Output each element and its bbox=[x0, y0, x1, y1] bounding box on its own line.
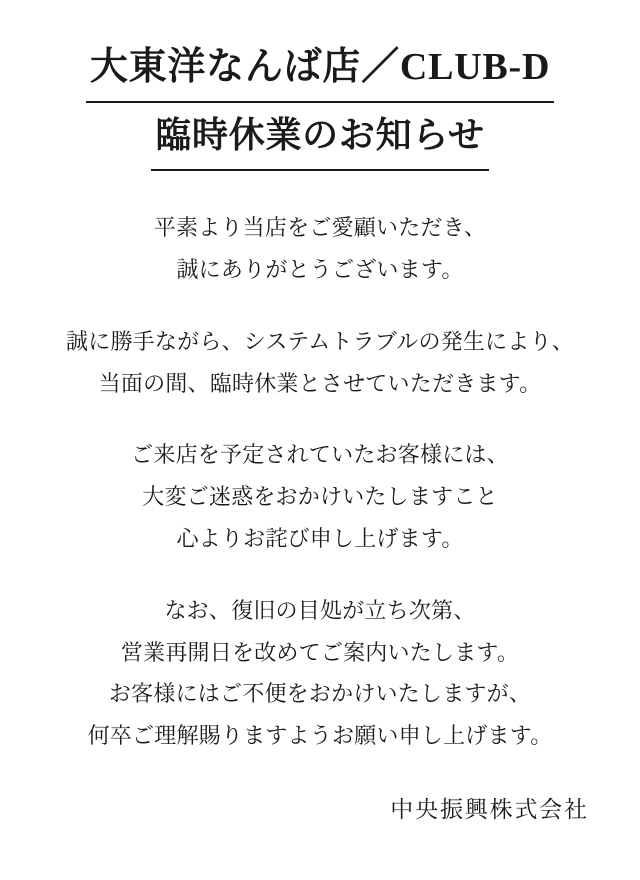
document-title bbox=[28, 40, 612, 177]
paragraph-greeting bbox=[154, 207, 486, 291]
paragraph-line: 誠にありがとうございます。 bbox=[176, 257, 464, 283]
paragraph-line: 何卒ご理解賜りますようお願い申し上げます。 bbox=[87, 723, 553, 749]
paragraph-line: 誠に勝手ながら、システムトラブルの発生により、 bbox=[66, 328, 574, 354]
title-line-subject: 臨時休業のお知らせ bbox=[151, 109, 488, 171]
document-body bbox=[28, 207, 612, 757]
paragraph-apology bbox=[131, 434, 509, 559]
paragraph-line: 大変ご迷惑をおかけいたしますこと bbox=[142, 484, 498, 510]
title-line-store: 大東洋なんば店／CLUB-D bbox=[86, 40, 554, 103]
paragraph-line: 心よりお詫び申し上げます。 bbox=[176, 526, 464, 552]
paragraph-line: ご来店を予定されていたお客様には、 bbox=[131, 442, 509, 468]
paragraph-line: 営業再開日を改めてご案内いたします。 bbox=[120, 639, 520, 665]
paragraph-closure-reason bbox=[66, 321, 574, 405]
company-signature: 中央振興株式会社 bbox=[390, 797, 589, 823]
paragraph-line: なお、復旧の目処が立ち次第、 bbox=[164, 597, 476, 623]
paragraph-line: 平素より当店をご愛顧いただき、 bbox=[153, 215, 487, 241]
paragraph-line: お客様にはご不便をおかけいたしますが、 bbox=[108, 681, 532, 707]
paragraph-reopening-notice bbox=[88, 590, 553, 757]
paragraph-line: 当面の間、臨時休業とさせていただきます。 bbox=[98, 370, 542, 396]
